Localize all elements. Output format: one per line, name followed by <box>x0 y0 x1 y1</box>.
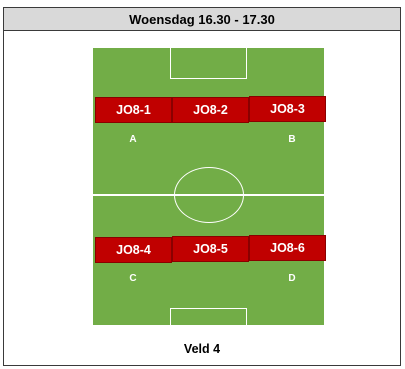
football-pitch <box>93 48 324 325</box>
team-block-jo8-2: JO8-2 <box>172 97 249 123</box>
schedule-frame <box>3 7 401 366</box>
center-circle <box>174 167 244 223</box>
top-goal-area <box>170 47 247 79</box>
team-block-jo8-1: JO8-1 <box>95 97 172 123</box>
schedule-header: Woensdag 16.30 - 17.30 <box>4 8 400 31</box>
field-name-label: Veld 4 <box>183 342 221 356</box>
team-block-jo8-4: JO8-4 <box>95 237 172 263</box>
team-block-jo8-5: JO8-5 <box>172 236 249 262</box>
team-block-jo8-6: JO8-6 <box>249 235 326 261</box>
zone-label-c: C <box>129 273 137 284</box>
zone-label-b: B <box>288 134 296 145</box>
zone-label-a: A <box>129 134 137 145</box>
bottom-goal-area <box>170 308 247 326</box>
team-block-jo8-3: JO8-3 <box>249 96 326 122</box>
zone-label-d: D <box>288 273 296 284</box>
